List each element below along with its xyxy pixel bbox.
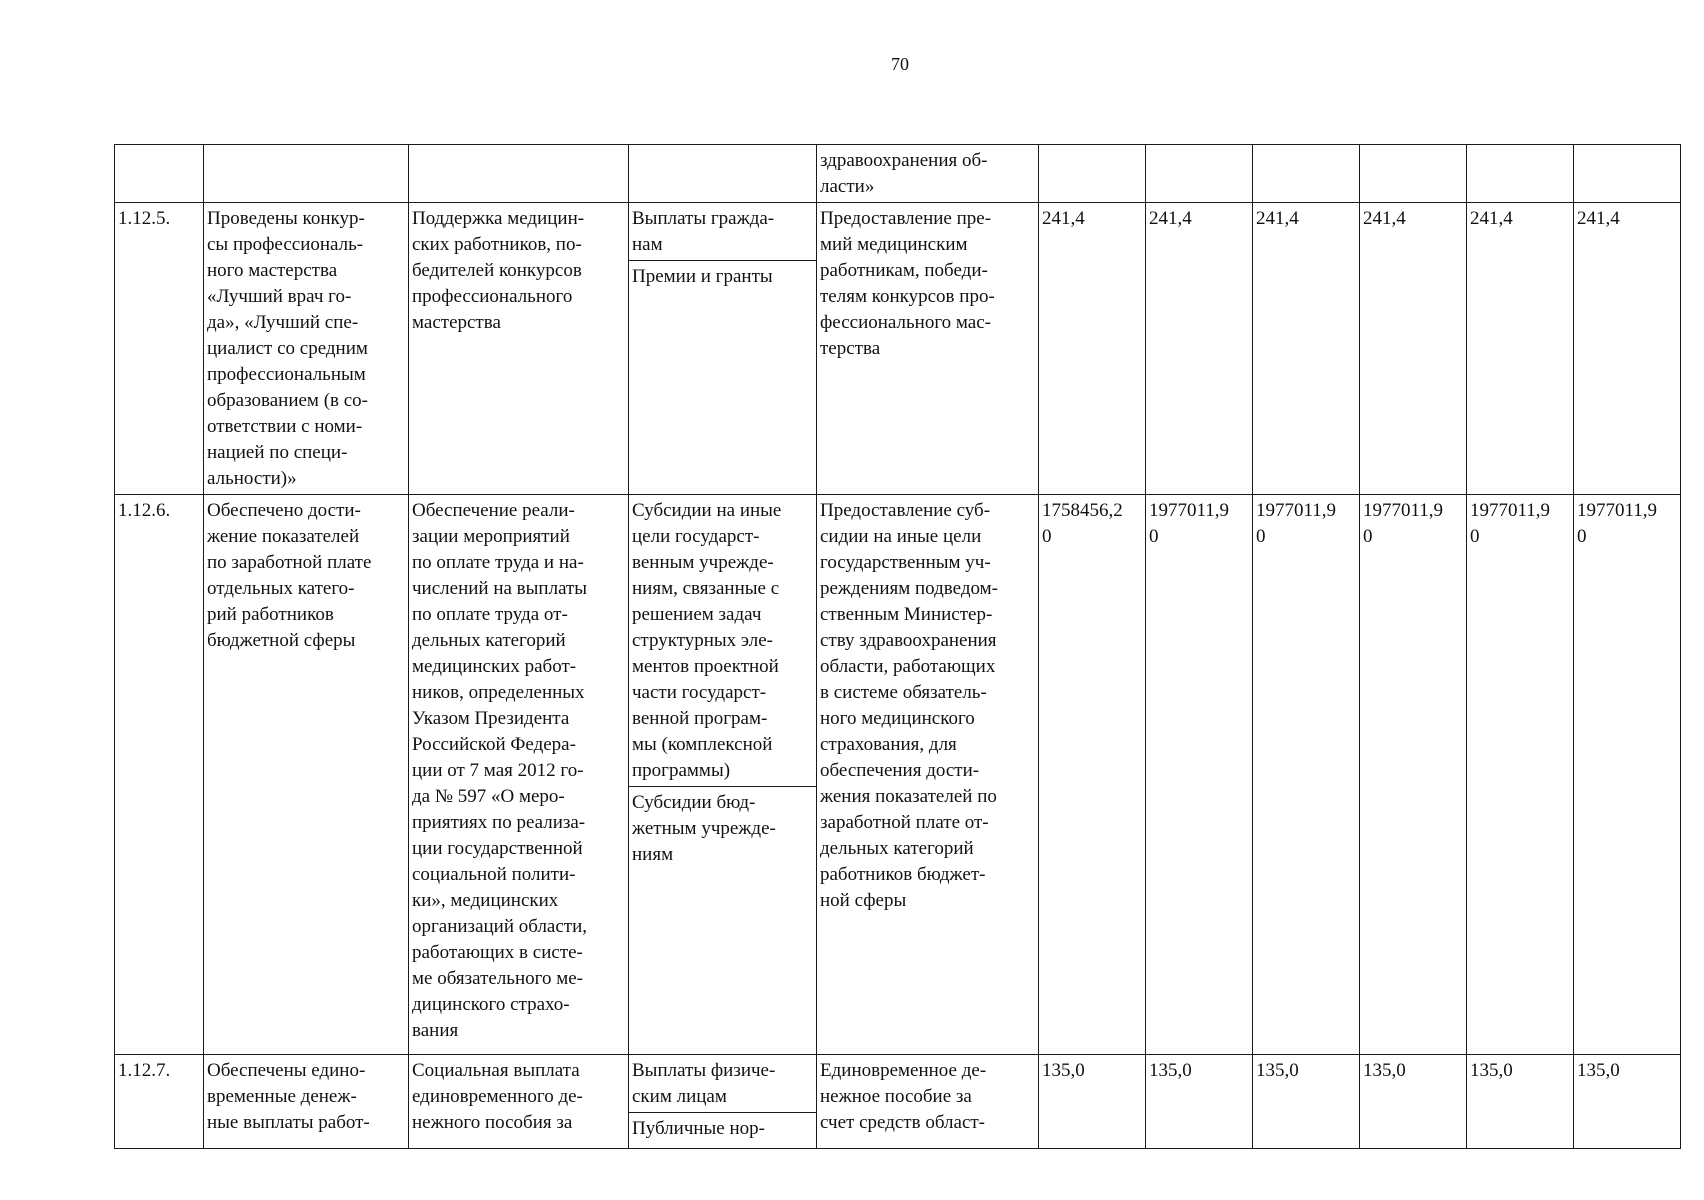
amount-cell-year-6: 241,4 — [1574, 203, 1681, 495]
amount-cell-year-1: 241,4 — [1039, 203, 1146, 495]
amount-cell-year-4: 135,0 — [1360, 1055, 1467, 1149]
expense-type-cell — [629, 203, 817, 495]
description-cell: Предоставление пре- мий медицинским работникам, победи- телям конкурсов про- фессионального мас- терства — [817, 203, 1039, 495]
amount-cell-year-1 — [1039, 145, 1146, 203]
result-cell: Обеспечены едино- временные денеж- ные выплаты работ- — [204, 1055, 409, 1149]
amount-cell-year-5: 1977011,9 0 — [1467, 495, 1574, 1055]
expense-type-item: Выплаты гражда- нам — [632, 208, 775, 255]
amount-cell-year-3: 1977011,9 0 — [1253, 495, 1360, 1055]
expense-type-item: Публичные нор- — [629, 1112, 816, 1144]
expense-type-cell — [629, 495, 817, 1055]
amount-cell-year-2: 241,4 — [1146, 203, 1253, 495]
expense-type-item: Субсидии бюд- жетным учрежде- ниям — [629, 786, 816, 870]
program-measures-table — [114, 144, 1681, 1149]
amount-cell-year-6: 1977011,9 0 — [1574, 495, 1681, 1055]
amount-cell-year-3: 241,4 — [1253, 203, 1360, 495]
amount-cell-year-6: 135,0 — [1574, 1055, 1681, 1149]
amount-cell-year-4: 241,4 — [1360, 203, 1467, 495]
result-cell: Проведены конкур- сы профессиональ- ного мастерства «Лучший врач го- да», «Лучший спе- циалист со средним профессиональным образованием (в со- ответствии с номи- нацией по специ- альности)» — [204, 203, 409, 495]
expense-type-item: Премии и гранты — [629, 260, 816, 292]
amount-cell-year-4 — [1360, 145, 1467, 203]
amount-cell-year-2: 135,0 — [1146, 1055, 1253, 1149]
table-row — [115, 1055, 1681, 1149]
amount-cell-year-5 — [1467, 145, 1574, 203]
description-cell: Единовременное де- нежное пособие за счет средств област- — [817, 1055, 1039, 1149]
measure-cell — [409, 145, 629, 203]
measure-cell: Социальная выплата единовременного де- нежного пособия за — [409, 1055, 629, 1149]
page-number: 70 — [891, 54, 909, 74]
measure-cell: Обеспечение реали- зации мероприятий по оплате труда и на- числений на выплаты по оплате труда от- дельных категорий медицинских работ- ников, определенных Указом Президента Российской Федера- ции от 7 мая 2012 го- да № 597 «О меро- приятиях по реализа- ции государственной социальной полити- ки», медицинских организаций области, работающих в систе- ме обязательного ме- дицинского страхо- вания — [409, 495, 629, 1055]
row-number-cell: 1.12.7. — [115, 1055, 204, 1149]
table-row — [115, 495, 1681, 1055]
result-cell: Обеспечено дости- жение показателей по заработной плате отдельных катего- рий работников бюджетной сферы — [204, 495, 409, 1055]
row-number-cell — [115, 145, 204, 203]
description-cell: Предоставление суб- сидии на иные цели государственным уч- реждениям подведом- ственным Министер- ству здравоохранения области, работающих в системе обязатель- ного медицинского страхования, для обеспечения дости- жения показателей по заработной плате от- дельных категорий работников бюджет- ной сферы — [817, 495, 1039, 1055]
table-row — [115, 145, 1681, 203]
row-number-cell: 1.12.6. — [115, 495, 204, 1055]
amount-cell-year-1: 135,0 — [1039, 1055, 1146, 1149]
row-number-cell: 1.12.5. — [115, 203, 204, 495]
amount-cell-year-4: 1977011,9 0 — [1360, 495, 1467, 1055]
expense-type-item: Субсидии на иные цели государст- венным учрежде- ниям, связанные с решением задач структурных эле- ментов проектной части государст- венной програм- мы (комплексной программы) — [632, 500, 782, 781]
measure-cell: Поддержка медицин- ских работников, по- бедителей конкурсов профессионального мастерства — [409, 203, 629, 495]
description-cell: здравоохранения об- ласти» — [817, 145, 1039, 203]
table-row — [115, 203, 1681, 495]
result-cell — [204, 145, 409, 203]
amount-cell-year-2 — [1146, 145, 1253, 203]
expense-type-item — [629, 145, 816, 150]
expense-type-cell — [629, 1055, 817, 1149]
amount-cell-year-5: 135,0 — [1467, 1055, 1574, 1149]
expense-type-item: Выплаты физиче- ским лицам — [632, 1060, 776, 1107]
expense-type-cell — [629, 145, 817, 203]
amount-cell-year-2: 1977011,9 0 — [1146, 495, 1253, 1055]
amount-cell-year-6 — [1574, 145, 1681, 203]
amount-cell-year-5: 241,4 — [1467, 203, 1574, 495]
amount-cell-year-1: 1758456,2 0 — [1039, 495, 1146, 1055]
amount-cell-year-3: 135,0 — [1253, 1055, 1360, 1149]
amount-cell-year-3 — [1253, 145, 1360, 203]
